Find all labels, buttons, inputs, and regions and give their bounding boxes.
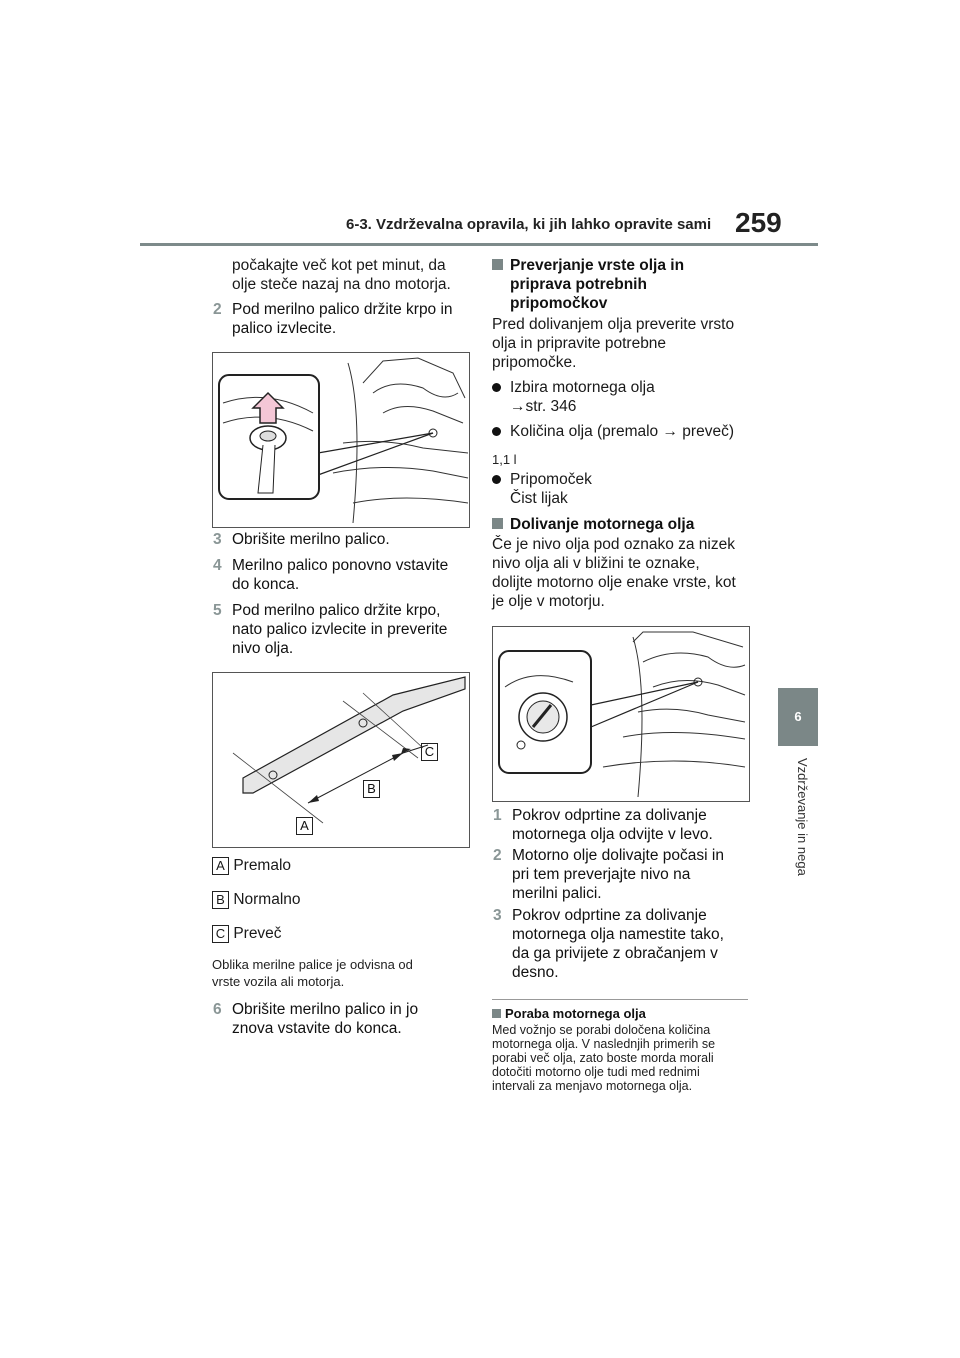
label-a: A: [296, 817, 313, 835]
step-5: 5 Pod merilno palico držite krpo, nato palico izvlecite in preverite nivo olja.: [213, 602, 448, 657]
step-r2: 2 Motorno olje dolivajte počasi in pri tem preverjajte nivo na merilni palici.: [493, 847, 724, 902]
bullet-dot-icon: [492, 475, 501, 484]
header-divider: [140, 243, 818, 246]
legend-item-b: B Normalno: [212, 890, 301, 909]
square-bullet-icon: [492, 1009, 501, 1018]
oil-type-paragraph: Pred dolivanjem olja preverite vrsto olja in pripravite potrebne pripomočke.: [492, 316, 735, 371]
chapter-label: Vzdrževanje in nega: [795, 758, 810, 876]
bullet-oil-quantity: Količina olja (premalo → preveč): [492, 422, 734, 441]
chapter-tab: 6: [778, 688, 818, 746]
dipstick-level-illustration: [212, 672, 470, 848]
step-3: 3 Obrišite merilno palico.: [213, 531, 390, 548]
adding-oil-paragraph: Če je nivo olja pod oznako za nizek nivo olja ali v bližini te oznake, dolijte motorno olje enake vrste, kot je olje v motorju.: [492, 536, 736, 610]
step-4: 4 Merilno palico ponovno vstavite do konca.: [213, 557, 449, 593]
oil-amount: 1,1 l: [492, 452, 517, 467]
step-6: 6 Obrišite merilno palico in jo znova vstavite do konca.: [213, 1001, 419, 1037]
dipstick-removal-illustration: [212, 352, 470, 528]
section-title: 6-3. Vzdrževalna opravila, ki jih lahko opravite sami: [346, 216, 712, 233]
step-r3: 3 Pokrov odprtine za dolivanje motornega olja namestite tako, da ga privijete z obračanjem v desno.: [493, 907, 724, 981]
oil-filler-cap-illustration: [492, 626, 750, 802]
label-b: B: [363, 780, 380, 798]
heading-adding-oil: Dolivanje motornega olja: [492, 515, 694, 534]
legend-item-a: A Premalo: [212, 856, 291, 875]
page-number: 259: [735, 207, 782, 238]
note-heading: Poraba motornega olja: [492, 1006, 646, 1021]
label-c: C: [421, 743, 438, 761]
intro-text: počakajte več kot pet minut, da olje steče nazaj na dno motorja.: [232, 257, 451, 293]
step-r1: 1 Pokrov odprtine za dolivanje motornega olja odvijte v levo.: [493, 807, 713, 843]
square-bullet-icon: [492, 259, 503, 270]
bullet-dot-icon: [492, 383, 501, 392]
heading-oil-type: Preverjanje vrste olja in priprava potrebnih pripomočkov: [492, 256, 684, 313]
bullet-dot-icon: [492, 427, 501, 436]
bullet-oil-selection: Izbira motornega olja →str. 346: [492, 378, 655, 416]
dipstick-note: Oblika merilne palice je odvisna od vrste vozila ali motorja.: [212, 957, 413, 989]
square-bullet-icon: [492, 518, 503, 529]
note-text: Med vožnjo se porabi določena količina motornega olja. V naslednjih primerih se porabi več olja, zato boste morda morali dotočiti motorno olje tudi med rednimi intervali za menjavo motornega olja.: [492, 1023, 716, 1093]
bullet-tools: Pripomoček Čist lijak: [492, 470, 592, 508]
legend-item-c: C Preveč: [212, 924, 282, 943]
step-2: 2 Pod merilno palico držite krpo in palico izvlecite.: [213, 301, 453, 337]
note-divider: [492, 999, 748, 1000]
